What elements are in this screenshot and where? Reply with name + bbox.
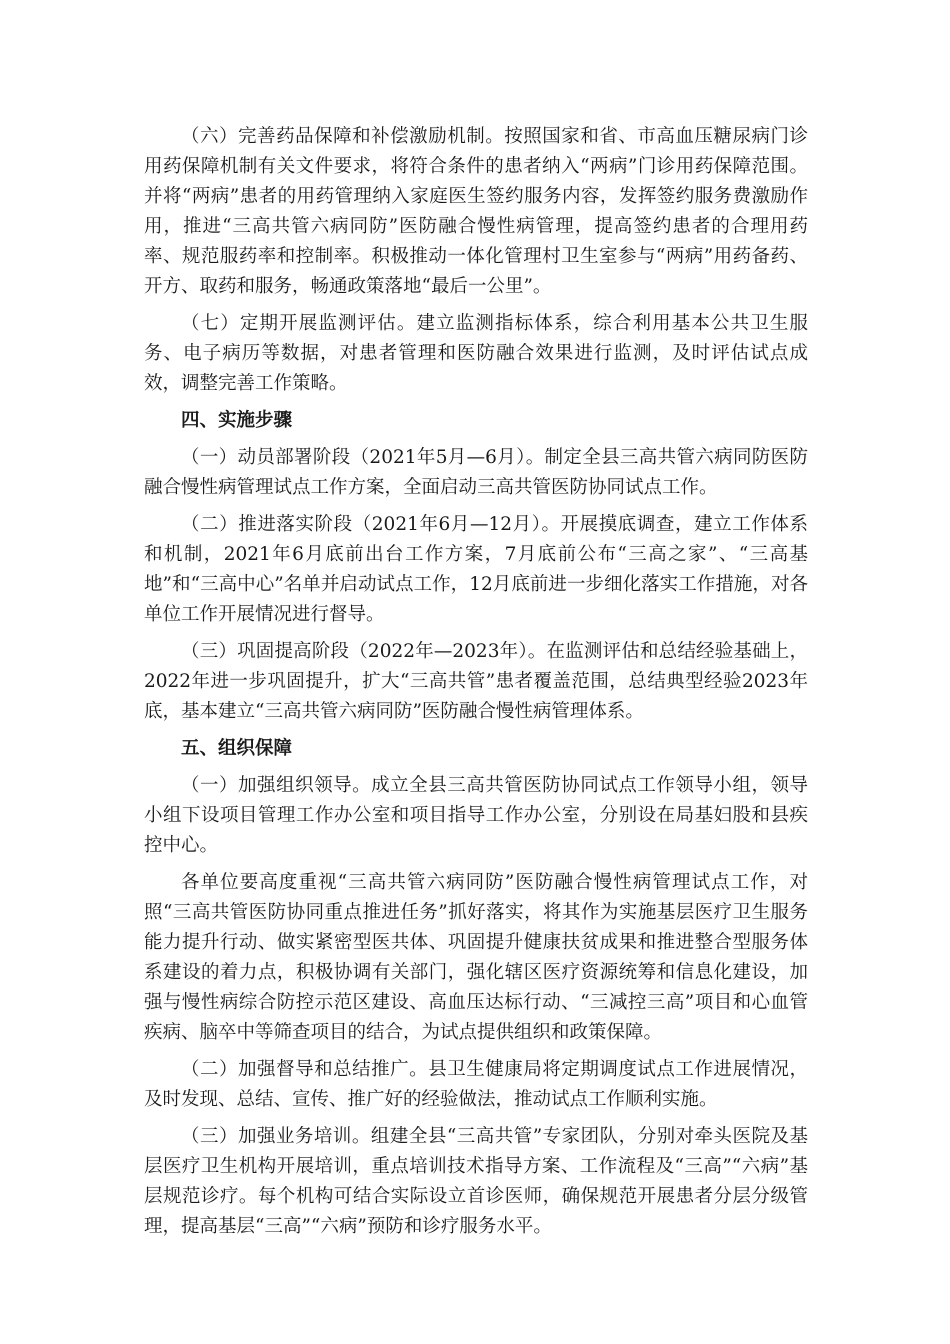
paragraph-step-two: （二）推进落实阶段（2021年6月—12月）。开展摸底调查，建立工作体系和机制，2021年6月底前出台工作方案，7月底前公布“三高之家”、“三高基地”和“三高中心”名单并启动试点工作，12月底前进一步细化落实工作措施，对各单位工作开展情况进行督导。 xyxy=(144,514,808,625)
section-heading-implementation-steps: 四、实施步骤 xyxy=(181,410,293,431)
section-heading-organization: 五、组织保障 xyxy=(181,738,293,759)
paragraph-org-supervision: （二）加强督导和总结推广。县卫生健康局将定期调度试点工作进展情况，及时发现、总结、宣传、推广好的经验做法，推动试点工作顺利实施。 xyxy=(144,1059,808,1110)
paragraph-org-training: （三）加强业务培训。组建全县“三高共管”专家团队，分别对牵头医院及基层医疗卫生机构开展培训，重点培训技术指导方案、工作流程及“三高”“六病”基层规范诊疗。每个机构可结合实际设立首诊医师，确保规范开展患者分层分级管理，提高基层“三高”“六病”预防和诊疗服务水平。 xyxy=(144,1126,808,1237)
paragraph-org-units: 各单位要高度重视“三高共管六病同防”医防融合慢性病管理试点工作，对照“三高共管医防协同重点推进任务”抓好落实，将其作为实施基层医疗卫生服务能力提升行动、做实紧密型医共体、巩固提升健康扶贫成果和推进整合型服务体系建设的着力点，积极协调有关部门，强化辖区医疗资源统筹和信息化建设，加强与慢性病综合防控示范区建设、高血压达标行动、“三减控三高”项目和心血管疾病、脑卒中等筛查项目的结合，为试点提供组织和政策保障。 xyxy=(144,872,808,1043)
paragraph-org-leadership: （一）加强组织领导。成立全县三高共管医防协同试点工作领导小组，领导小组下设项目管理工作办公室和项目指导工作办公室，分别设在局基妇股和县疾控中心。 xyxy=(144,775,808,856)
paragraph-step-one: （一）动员部署阶段（2021年5月—6月）。制定全县三高共管六病同防医防融合慢性病管理试点工作方案，全面启动三高共管医防协同试点工作。 xyxy=(144,447,808,498)
document-body xyxy=(144,122,808,1249)
paragraph-six-drug-guarantee: （六）完善药品保障和补偿激励机制。按照国家和省、市高血压糖尿病门诊用药保障机制有关文件要求，将符合条件的患者纳入“两病”门诊用药保障范围。并将“两病”患者的用药管理纳入家庭医生签约服务内容，发挥签约服务费激励作用，推进“三高共管六病同防”医防融合慢性病管理，提高签约患者的合理用药率、规范服药率和控制率。积极推动一体化管理村卫生室参与“两病”用药备药、开方、取药和服务，畅通政策落地“最后一公里”。 xyxy=(144,126,808,297)
paragraph-seven-monitoring: （七）定期开展监测评估。建立监测指标体系，综合利用基本公共卫生服务、电子病历等数据，对患者管理和医防融合效果进行监测，及时评估试点成效，调整完善工作策略。 xyxy=(144,313,808,394)
paragraph-step-three: （三）巩固提高阶段（2022年—2023年）。在监测评估和总结经验基础上，2022年进一步巩固提升，扩大“三高共管”患者覆盖范围，总结典型经验2023年底，基本建立“三高共管六病同防”医防融合慢性病管理体系。 xyxy=(144,641,808,722)
